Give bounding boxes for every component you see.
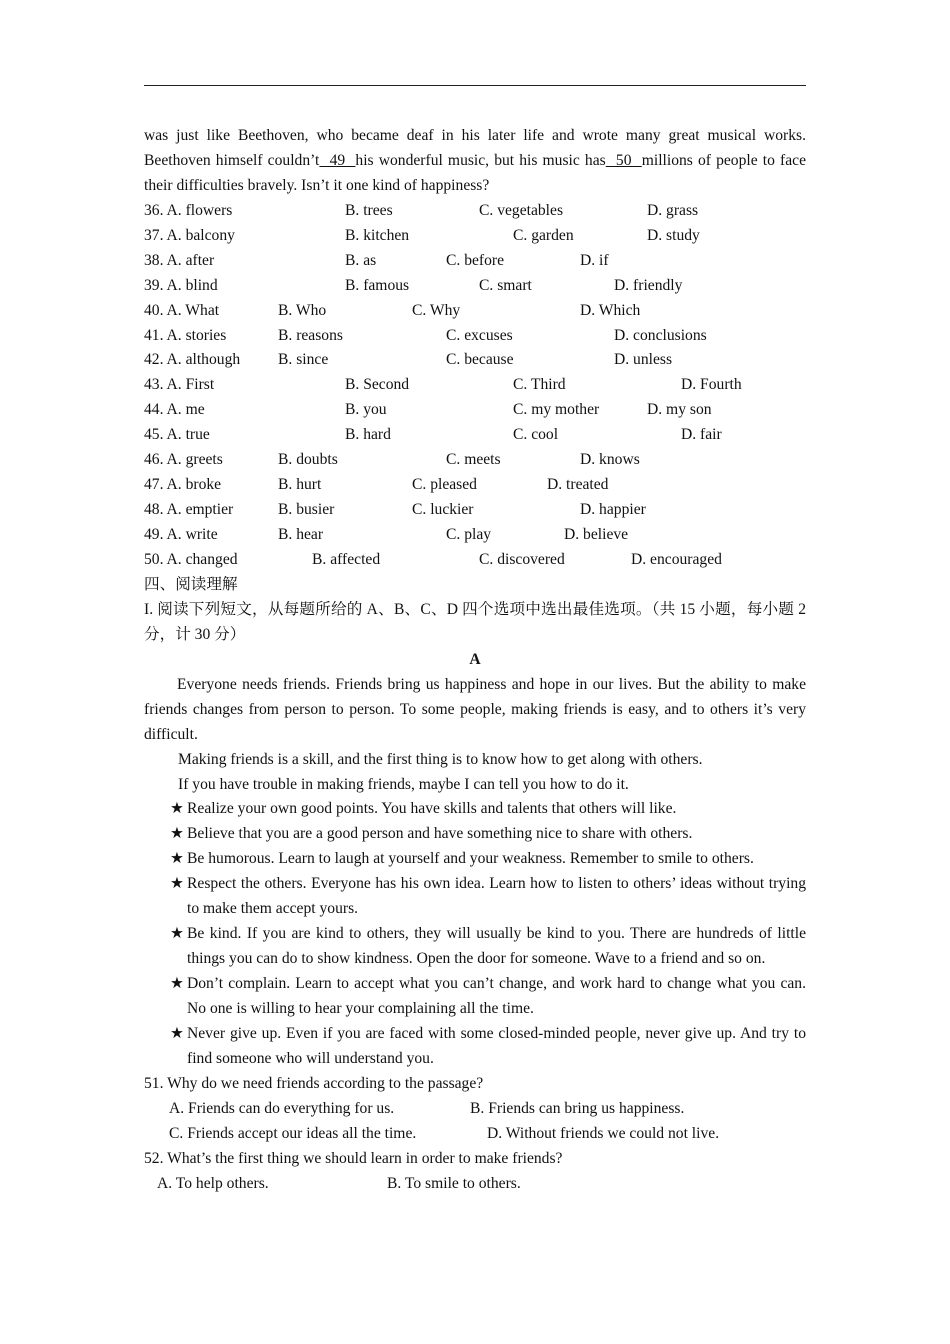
- cloze-option-d: D. Fourth: [681, 376, 742, 394]
- cloze-option-a: 43. A. First: [144, 376, 215, 394]
- cloze-option-b: B. kitchen: [345, 226, 410, 244]
- cloze-option-d: D. Which: [580, 301, 641, 319]
- cloze-option-c: C. luckier: [412, 501, 474, 519]
- cloze-option-c: C. my mother: [513, 401, 600, 419]
- cloze-question-row: [144, 199, 806, 224]
- cloze-option-d: D. treated: [547, 476, 609, 494]
- cloze-option-c: C. Third: [513, 376, 566, 394]
- cloze-option-b: B. Second: [345, 376, 410, 394]
- tip-text: Be kind. If you are kind to others, they will usually be kind to you. There are hundreds of little things you can do to show kindness. Open the door for someone. Wave to a friend and so on.: [187, 925, 806, 968]
- tips-list: [144, 797, 806, 1071]
- option-51-b: B. Friends can bring us happiness.: [470, 1099, 685, 1117]
- cloze-option-c: C. garden: [513, 226, 574, 244]
- cloze-option-a: 45. A. true: [144, 426, 210, 444]
- tip-text: Realize your own good points. You have skills and talents that others will like.: [187, 800, 677, 818]
- tip-item: [144, 872, 806, 922]
- cloze-question-row: [144, 473, 806, 498]
- blank-50: 50: [605, 151, 642, 169]
- passage-title: A: [469, 650, 481, 668]
- cloze-option-b: B. doubts: [278, 451, 338, 469]
- cloze-option-d: D. conclusions: [614, 326, 707, 344]
- star-icon: ★: [170, 800, 184, 818]
- cloze-question-row: [144, 348, 806, 373]
- star-icon: ★: [170, 975, 184, 993]
- cloze-option-d: D. unless: [614, 351, 673, 369]
- cloze-line-2b: his wonderful music, but his music has: [355, 151, 606, 169]
- star-icon: ★: [170, 825, 184, 843]
- cloze-option-b: B. busier: [278, 501, 335, 519]
- cloze-question-row: [144, 324, 806, 349]
- cloze-option-a: 48. A. emptier: [144, 501, 234, 519]
- tip-text: Respect the others. Everyone has his own idea. Learn how to listen to others’ ideas without trying to make them accept yours.: [187, 875, 806, 918]
- question-51-options-row-1: [144, 1097, 806, 1122]
- cloze-line-3: face their difficulties bravely. Isn’t it one kind of happiness?: [144, 151, 806, 194]
- cloze-question-row: [144, 398, 806, 423]
- star-icon: ★: [170, 1025, 184, 1043]
- cloze-option-b: B. as: [345, 251, 377, 269]
- cloze-question-row: [144, 498, 806, 523]
- cloze-option-a: 46. A. greets: [144, 451, 223, 469]
- cloze-option-a: 38. A. after: [144, 251, 215, 269]
- option-51-a: A. Friends can do everything for us.: [169, 1099, 395, 1117]
- cloze-option-a: 40. A. What: [144, 301, 220, 319]
- tip-item: [144, 822, 806, 847]
- section-title: 四、阅读理解: [144, 575, 238, 593]
- blank-49: 49: [319, 151, 356, 169]
- passage-p2: Making friends is a skill, and the first thing is to know how to get along with others.: [178, 750, 703, 768]
- cloze-option-b: B. since: [278, 351, 329, 369]
- question-51-options-row-2: [144, 1122, 806, 1147]
- cloze-line-2c: millions of people to: [641, 151, 775, 169]
- question-52: 52. What’s the first thing we should learn in order to make friends?: [144, 1149, 563, 1167]
- header-rule: [144, 85, 806, 86]
- passage-p3: If you have trouble in making friends, maybe I can tell you how to do it.: [178, 775, 629, 793]
- cloze-option-c: C. cool: [513, 426, 559, 444]
- cloze-option-c: C. Why: [412, 301, 461, 319]
- tip-item: [144, 1022, 806, 1072]
- tip-item: [144, 972, 806, 1022]
- tip-item: [144, 797, 806, 822]
- star-icon: ★: [170, 850, 184, 868]
- cloze-option-c: C. because: [446, 351, 514, 369]
- cloze-option-c: C. discovered: [479, 550, 565, 568]
- cloze-question-row: [144, 274, 806, 299]
- cloze-question-row: [144, 423, 806, 448]
- cloze-question-row: [144, 249, 806, 274]
- cloze-option-a: 42. A. although: [144, 351, 241, 369]
- tip-text: Believe that you are a good person and have something nice to share with others.: [187, 825, 693, 843]
- cloze-question-row: [144, 523, 806, 548]
- tip-item: [144, 922, 806, 972]
- cloze-option-d: D. fair: [681, 426, 722, 444]
- cloze-option-c: C. excuses: [446, 326, 513, 344]
- cloze-option-b: B. trees: [345, 201, 393, 219]
- cloze-option-a: 36. A. flowers: [144, 201, 233, 219]
- cloze-option-b: B. hear: [278, 526, 324, 544]
- cloze-option-b: B. reasons: [278, 326, 343, 344]
- cloze-option-d: D. study: [647, 226, 700, 244]
- cloze-question-row: [144, 299, 806, 324]
- cloze-question-row: [144, 548, 806, 573]
- cloze-option-c: C. smart: [479, 276, 532, 294]
- cloze-option-b: B. affected: [312, 550, 381, 568]
- cloze-option-c: C. pleased: [412, 476, 477, 494]
- cloze-option-a: 41. A. stories: [144, 326, 227, 344]
- instructions: I. 阅读下列短文，从每题所给的 A、B、C、D 四个选项中选出最佳选项。（共 15 小题，每小题 2 分，计 30 分）: [144, 600, 806, 643]
- question-51: 51. Why do we need friends according to the passage?: [144, 1074, 484, 1092]
- tip-text: Never give up. Even if you are faced with some closed-minded people, never give up. And try to find someone who will understand you.: [187, 1025, 806, 1067]
- tip-text: Be humorous. Learn to laugh at yourself and your weakness. Remember to smile to others.: [187, 850, 754, 868]
- tip-item: [144, 847, 806, 872]
- cloze-line-1: was just like Beethoven, who became deaf in his later life and wrote many great musical works.: [144, 127, 806, 144]
- cloze-option-d: D. if: [580, 251, 609, 269]
- cloze-option-b: B. you: [345, 401, 387, 419]
- cloze-option-a: 50. A. changed: [144, 550, 238, 568]
- cloze-option-c: C. play: [446, 526, 492, 544]
- option-52-b: B. To smile to others.: [387, 1174, 521, 1192]
- cloze-option-c: C. before: [446, 251, 505, 269]
- option-51-d: D. Without friends we could not live.: [487, 1124, 720, 1142]
- cloze-option-d: D. encouraged: [631, 550, 722, 568]
- question-52-options-row-1: [144, 1172, 806, 1197]
- cloze-option-d: D. believe: [564, 526, 629, 544]
- option-51-c: C. Friends accept our ideas all the time.: [169, 1124, 417, 1142]
- cloze-option-d: D. knows: [580, 451, 640, 469]
- star-icon: ★: [170, 925, 184, 943]
- cloze-option-a: 39. A. blind: [144, 276, 218, 294]
- cloze-question-row: [144, 373, 806, 398]
- cloze-option-d: D. grass: [647, 201, 699, 219]
- cloze-line-2a: Beethoven himself couldn’t: [144, 151, 320, 169]
- cloze-option-c: C. vegetables: [479, 201, 564, 219]
- star-icon: ★: [170, 875, 184, 893]
- cloze-question-row: [144, 224, 806, 249]
- cloze-option-a: 49. A. write: [144, 526, 218, 544]
- cloze-option-a: 47. A. broke: [144, 476, 222, 494]
- cloze-option-b: B. famous: [345, 276, 410, 294]
- option-52-a: A. To help others.: [157, 1174, 269, 1192]
- passage-intro: Everyone needs friends. Friends bring us happiness and hope in our lives. But the ability to make friends changes from person to person. To some people, making friends is easy, and to others it’s very difficult.: [144, 675, 806, 743]
- cloze-option-d: D. my son: [647, 401, 712, 419]
- cloze-option-b: B. hard: [345, 426, 391, 444]
- cloze-option-d: D. happier: [580, 501, 646, 519]
- tip-text: Don’t complain. Learn to accept what you can’t change, and work hard to change what you can. No one is willing to hear your complaining all the time.: [187, 975, 806, 1018]
- cloze-option-b: B. Who: [278, 301, 327, 319]
- cloze-question-list: [144, 199, 806, 573]
- cloze-passage-end: [144, 124, 806, 199]
- cloze-option-d: D. friendly: [614, 276, 683, 294]
- cloze-option-c: C. meets: [446, 451, 501, 469]
- cloze-option-a: 37. A. balcony: [144, 226, 235, 244]
- cloze-option-a: 44. A. me: [144, 401, 205, 419]
- cloze-question-row: [144, 448, 806, 473]
- cloze-option-b: B. hurt: [278, 476, 322, 494]
- document-page: [144, 124, 806, 1197]
